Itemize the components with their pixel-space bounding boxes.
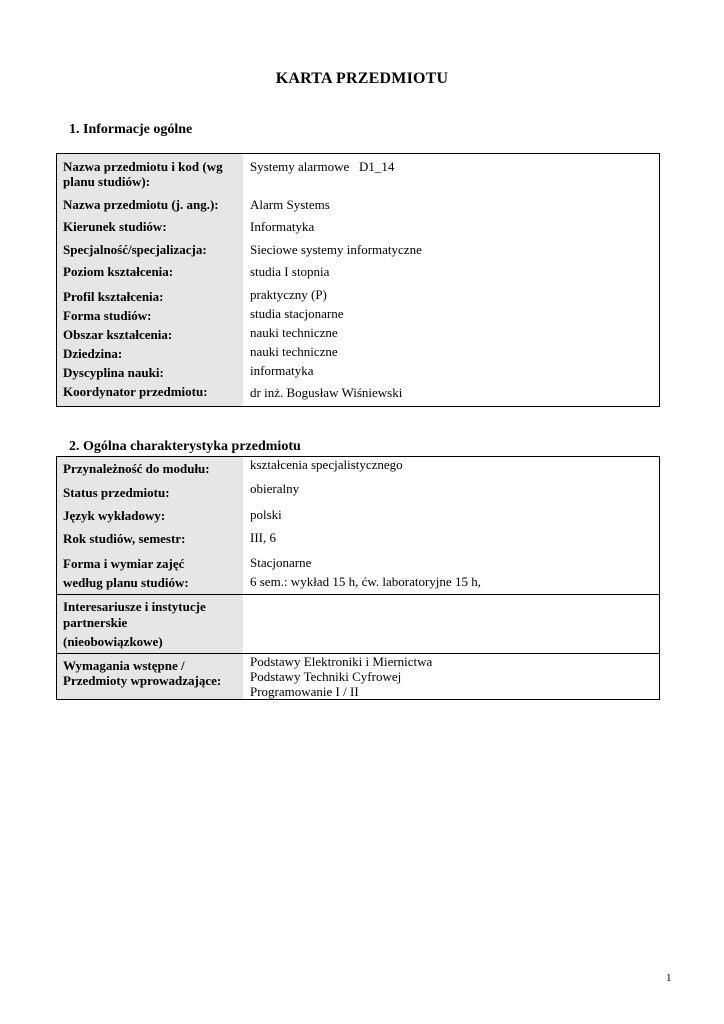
table-row — [57, 154, 660, 192]
prerequisite-item: Podstawy Elektroniki i Miernictwa — [250, 654, 433, 669]
field-of-study-label: Kierunek studiów: — [63, 218, 167, 234]
coordinator-label: Koordynator przedmiotu: — [63, 383, 208, 399]
education-level-label: Poziom kształcenia: — [63, 263, 174, 279]
profile-value: praktyczny (P) — [250, 286, 327, 302]
specialization-value: Sieciowe systemy informatyczne — [250, 241, 422, 257]
class-form-value-line2: 6 sem.: wykład 15 h, ćw. laboratoryjne 15 h, — [250, 574, 481, 589]
status-value: obieralny — [250, 481, 300, 496]
prerequisite-item: Podstawy Techniki Cyfrowej — [250, 669, 402, 684]
discipline-label: Dyscyplina nauki: — [63, 364, 164, 380]
class-form-label-line2: według planu studiów: — [63, 575, 189, 590]
table-row — [57, 237, 660, 259]
page-number: 1 — [666, 972, 672, 984]
stakeholders-label-line1: Interesariusze i instytucje partnerskie — [63, 599, 206, 630]
stakeholders-label-line2: (nieobowiązkowe) — [63, 634, 163, 649]
coordinator-value: dr inż. Bogusław Wiśniewski — [250, 384, 403, 400]
section-heading-course-characteristics: 2. Ogólna charakterystyka przedmiotu — [69, 439, 301, 454]
course-name-label: Nazwa przedmiotu i kod (wg planu studiów): — [63, 159, 223, 189]
general-info-table — [56, 153, 660, 407]
area-value: nauki techniczne — [250, 324, 338, 340]
field-of-study-value: Informatyka — [250, 218, 315, 234]
domain-label: Dziedzina: — [63, 345, 123, 361]
module-value: kształcenia specjalistycznego — [250, 457, 403, 472]
education-level-value: studia I stopnia — [250, 263, 330, 279]
section-heading-general-info: 1. Informacje ogólne — [69, 122, 193, 137]
table-row — [57, 457, 660, 595]
domain-value: nauki techniczne — [250, 343, 338, 359]
profile-label: Profil kształcenia: — [63, 288, 164, 304]
prerequisites-label-line1: Wymagania wstępne / — [63, 658, 185, 673]
area-label: Obszar kształcenia: — [63, 326, 173, 342]
specialization-label: Specjalność/specjalizacja: — [63, 241, 207, 257]
language-label: Język wykładowy: — [63, 508, 166, 523]
table-row — [57, 654, 660, 700]
status-label: Status przedmiotu: — [63, 485, 170, 500]
study-form-label: Forma studiów: — [63, 307, 152, 323]
course-name-value: Systemy alarmowe D1_14 — [250, 159, 395, 174]
module-label: Przynależność do modułu: — [63, 461, 210, 476]
discipline-value: informatyka — [250, 362, 314, 378]
course-name-en-value: Alarm Systems — [250, 196, 330, 212]
table-row — [57, 259, 660, 283]
year-semester-value: III, 6 — [250, 530, 276, 545]
prerequisite-item: Programowanie I / II — [250, 684, 359, 699]
language-value: polski — [250, 507, 282, 522]
table-row — [57, 283, 660, 407]
study-form-value: studia stacjonarne — [250, 305, 344, 321]
course-characteristics-table — [56, 456, 660, 700]
class-form-value-line1: Stacjonarne — [250, 555, 312, 570]
year-semester-label: Rok studiów, semestr: — [63, 531, 186, 546]
table-row — [57, 595, 660, 654]
table-row — [57, 214, 660, 237]
course-name-en-label: Nazwa przedmiotu (j. ang.): — [63, 196, 219, 212]
class-form-label-line1: Forma i wymiar zajęć — [63, 556, 185, 571]
table-row — [57, 192, 660, 214]
document-title: KARTA PRZEDMIOTU — [275, 70, 449, 87]
prerequisites-label-line2: Przedmioty wprowadzające: — [63, 673, 222, 688]
